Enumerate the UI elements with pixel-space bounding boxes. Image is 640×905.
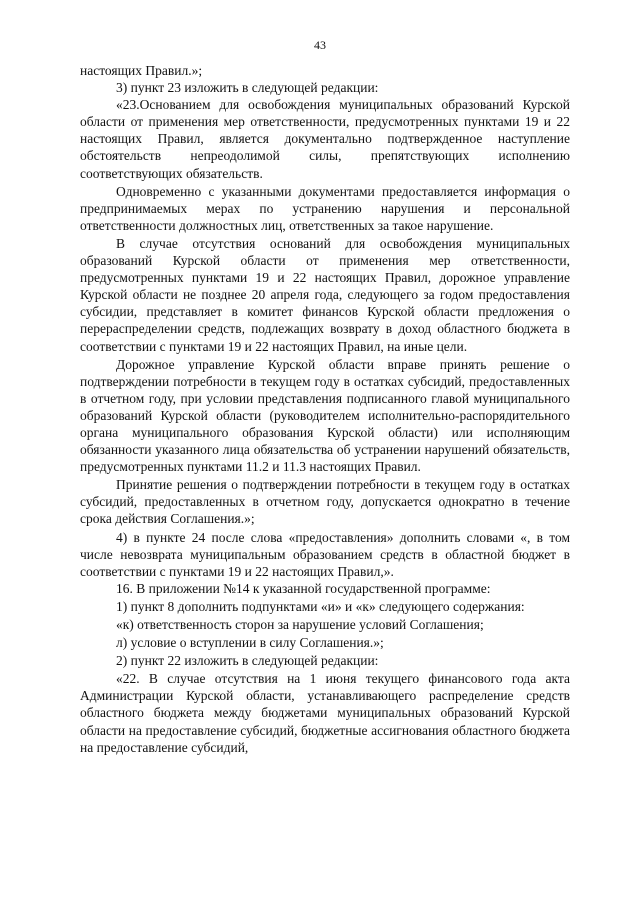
paragraph: Дорожное управление Курской области вправе принять решение о подтверждении потребности в текущем году в остатках субсидий, предоставленных в отчетном году, при условии представления подписанного главой муниципального образований Курской области (руководителем исполнительно-распорядительного органа муниципального образования Курской области) или исполняющим обязанности указанного лица обязательства об устранении нарушений обязательств, предусмотренных пунктами 11.2 и 11.3 настоящих Правил. — [80, 356, 570, 475]
document-body — [80, 62, 570, 756]
paragraph: л) условие о вступлении в силу Соглашения.»; — [116, 635, 384, 651]
paragraph: «к) ответственность сторон за нарушение условий Соглашения; — [116, 617, 484, 632]
paragraph: 4) в пункте 24 после слова «предоставления» дополнить словами «, в том числе невозврата муниципальным образованием средств в областной бюджет в соответствии с пунктами 19 и 22 настоящих Правил,». — [80, 529, 570, 579]
paragraph: 1) пункт 8 дополнить подпунктами «и» и «к» следующего содержания: — [116, 598, 525, 614]
paragraph: 3) пункт 23 изложить в следующей редакции: — [116, 80, 379, 96]
paragraph: 2) пункт 22 изложить в следующей редакции: — [116, 653, 379, 669]
paragraph: «23.Основанием для освобождения муниципальных образований Курской области от применения мер ответственности, предусмотренных пунктами 19 и 22 настоящих Правил, является документально подтвержденное наступление обстоятельств непреодолимой силы, препятствующих исполнению соответствующих обязательств. — [80, 97, 570, 181]
paragraph: 16. В приложении №14 к указанной государственной программе: — [116, 580, 491, 596]
paragraph: настоящих Правил.»; — [80, 63, 203, 78]
paragraph: «22. В случае отсутствия на 1 июня текущего финансового года акта Администрации Курской области, устанавливающего распределение средств областного бюджета между бюджетами муниципальных образований Курской области на предоставление субсидий, бюджетные ассигнования областного бюджета на предоставление субсидий, — [80, 671, 570, 755]
paragraph: Принятие решения о подтверждении потребности в текущем году в остатках субсидий, предоставленных в отчетном году, допускается однократно в течение срока действия Соглашения.»; — [80, 477, 570, 527]
paragraph: В случае отсутствия оснований для освобождения муниципальных образований Курской области от применения мер ответственности, предусмотренных пунктами 19 и 22 настоящих Правил, дорожное управление Курской области не позднее 20 апреля года, следующего за годом предоставления субсидии, представляет в комитет финансов Курской области предложения о перераспределении средств, подлежащих возврату в доход областного бюджета в соответствии с пунктами 19 и 22 настоящих Правил, на иные цели. — [80, 235, 570, 354]
page-number: 43 — [314, 38, 326, 52]
paragraph: Одновременно с указанными документами предоставляется информация о предпринимаемых мерах по устранению нарушения и персональной ответственности должностных лиц, ответственных за такое нарушение. — [80, 183, 570, 233]
